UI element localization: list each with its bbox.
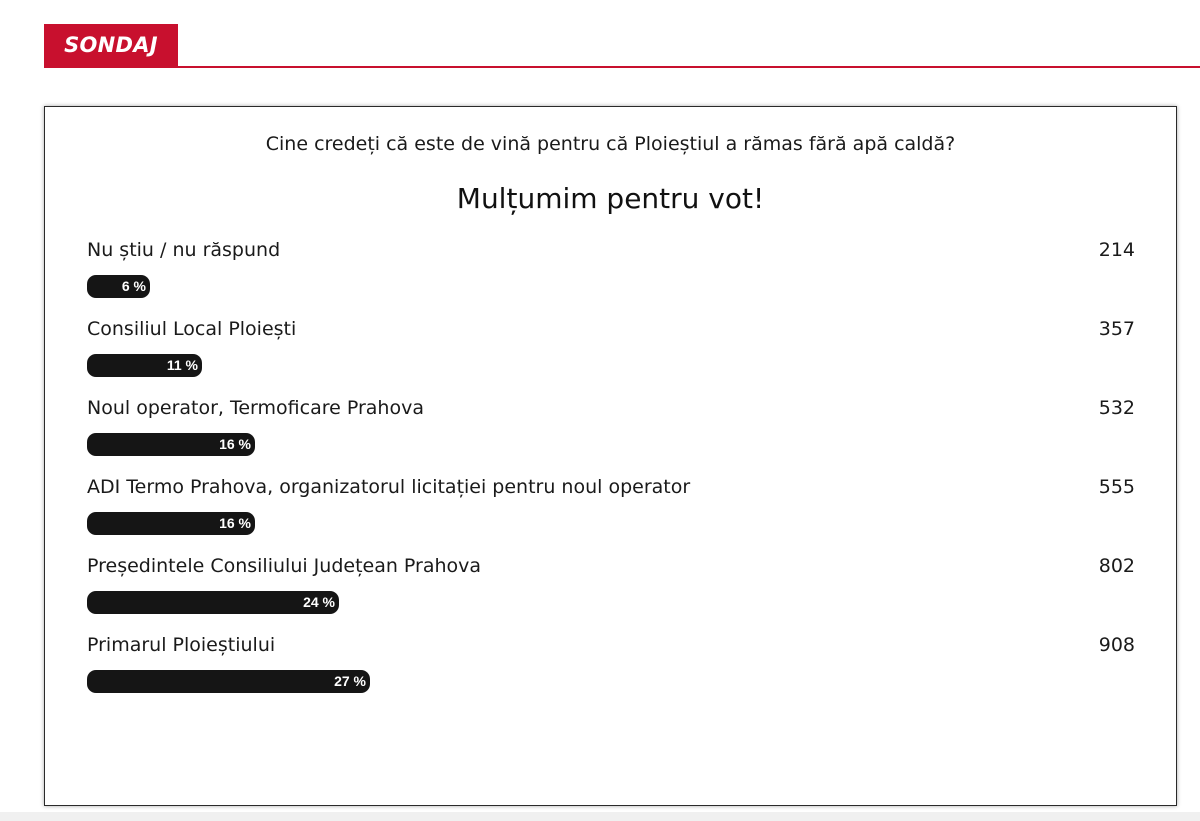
result-bar bbox=[87, 354, 202, 377]
poll-results bbox=[87, 237, 1135, 711]
option-vote-count: 214 bbox=[1098, 239, 1135, 261]
result-bar-track bbox=[87, 512, 1135, 535]
option-vote-count: 802 bbox=[1098, 555, 1135, 577]
result-bar-track bbox=[87, 354, 1135, 377]
option-label: Consiliul Local Ploiești bbox=[87, 318, 297, 340]
option-vote-count: 908 bbox=[1098, 634, 1135, 656]
option-label: Nu știu / nu răspund bbox=[87, 239, 281, 261]
option-label: Noul operator, Termoficare Prahova bbox=[87, 397, 424, 419]
result-bar-track bbox=[87, 591, 1135, 614]
result-bar bbox=[87, 275, 150, 298]
poll-option bbox=[87, 237, 1135, 316]
poll-widget bbox=[44, 106, 1177, 806]
result-bar bbox=[87, 670, 370, 693]
poll-option bbox=[87, 395, 1135, 474]
result-percent: 16 % bbox=[219, 436, 251, 452]
poll-option bbox=[87, 632, 1135, 711]
poll-option bbox=[87, 553, 1135, 632]
result-bar-track bbox=[87, 433, 1135, 456]
result-percent: 24 % bbox=[303, 594, 335, 610]
option-vote-count: 357 bbox=[1098, 318, 1135, 340]
option-label: Primarul Ploieștiului bbox=[87, 634, 276, 656]
bottom-divider bbox=[0, 812, 1200, 821]
result-bar bbox=[87, 591, 339, 614]
option-label: Președintele Consiliului Județean Prahova bbox=[87, 555, 482, 577]
result-bar-track bbox=[87, 275, 1135, 298]
result-bar bbox=[87, 512, 255, 535]
section-tag[interactable]: SONDAJ bbox=[44, 24, 178, 66]
result-percent: 27 % bbox=[334, 673, 366, 689]
result-percent: 6 % bbox=[121, 278, 146, 294]
section-header bbox=[44, 24, 1200, 68]
poll-option bbox=[87, 474, 1135, 553]
result-percent: 11 % bbox=[166, 357, 198, 373]
poll-option bbox=[87, 316, 1135, 395]
option-label: ADI Termo Prahova, organizatorul licitației pentru noul operator bbox=[87, 476, 691, 498]
option-vote-count: 532 bbox=[1098, 397, 1135, 419]
result-percent: 16 % bbox=[219, 515, 251, 531]
result-bar-track bbox=[87, 670, 1135, 693]
option-vote-count: 555 bbox=[1098, 476, 1135, 498]
result-bar bbox=[87, 433, 255, 456]
poll-question: Cine credeți că este de vină pentru că Ploieștiul a rămas fără apă caldă? bbox=[265, 133, 956, 155]
poll-thanks-message: Mulțumim pentru vot! bbox=[456, 182, 765, 215]
